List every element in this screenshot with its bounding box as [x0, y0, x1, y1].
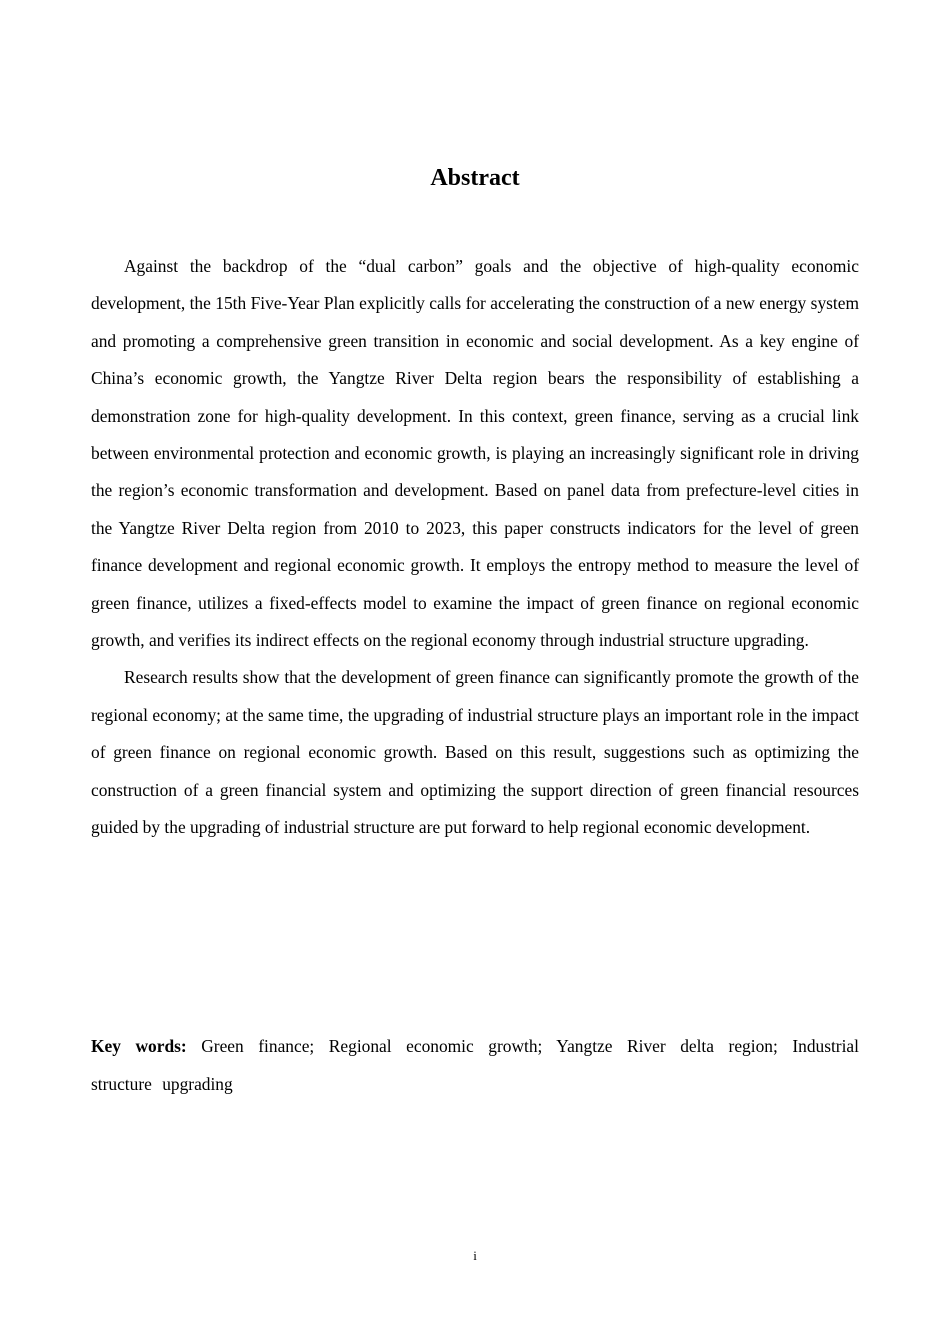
keywords-text: Green finance; Regional economic growth; Yangtze River delta region; Industrial structure upgrading	[91, 1036, 859, 1094]
abstract-paragraph-1: Against the backdrop of the “dual carbon” goals and the objective of high-quality economic development, the 15th Five-Year Plan explicitly calls for accelerating the construction of a new energy system and promoting a comprehensive green transition in economic and social development. As a key engine of China’s economic growth, the Yangtze River Delta region bears the responsibility of establishing a demonstration zone for high-quality development. In this context, green finance, serving as a crucial link between environmental protection and economic growth, is playing an increasingly significant role in driving the region’s economic transformation and development. Based on panel data from prefecture-level cities in the Yangtze River Delta region from 2010 to 2023, this paper constructs indicators for the level of green finance development and regional economic growth. It employs the entropy method to measure the level of green finance, utilizes a fixed-effects model to examine the impact of green finance on regional economic growth, and verifies its indirect effects on the regional economy through industrial structure upgrading.	[91, 256, 859, 651]
keywords-label: Key words:	[91, 1036, 187, 1056]
abstract-paragraph-2: Research results show that the development of green finance can significantly promote the growth of the regional economy; at the same time, the upgrading of industrial structure plays an important role in the impact of green finance on regional economic growth. Based on this result, suggestions such as optimizing the construction of a green financial system and optimizing the support direction of green financial resources guided by the upgrading of industrial structure are put forward to help regional economic development.	[91, 667, 859, 838]
page-title: Abstract	[430, 165, 520, 191]
keywords-line	[91, 1028, 859, 1103]
page-number: i	[473, 1248, 477, 1263]
abstract-body	[91, 248, 859, 847]
